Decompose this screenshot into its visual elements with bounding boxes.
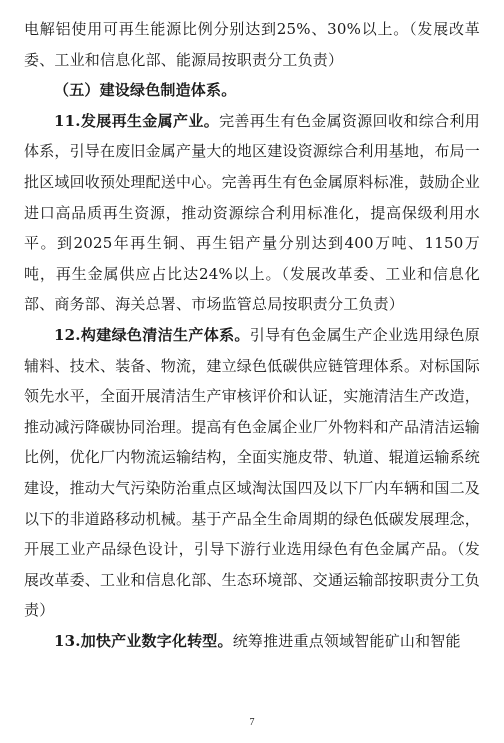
paragraph-text: 引导有色金属生产企业选用绿色原辅料、技术、装备、物流，建立绿色低碳供应链管理体系。对标国际领先水平，全面开展清洁生产审核评价和认证，实施清洁生产改造，推动减污降碳协同治理。提高有色金属企业厂外物料和产品清洁运输比例，优化厂内物流运输结构，全面实施皮带、轨道、辊道运输系统建设，推动大气污染防治重点区域淘汰国四及以下厂内车辆和国二及以下的非道路移动机械。基于产品全生命周期的绿色低碳发展理念，开展工业产品绿色设计，引导下游行业选用绿色有色金属产品。（发展改革委、工业和信息化部、生态环境部、交通运输部按职责分工负责） [24,325,481,620]
section-heading-text: （五）建设绿色制造体系。 [54,81,237,100]
paragraph-continued [24,14,480,75]
body-text [24,14,480,656]
paragraph-text: 统筹推进重点领域智能矿山和智能 [232,631,461,650]
paragraph-text: 完善再生有色金属资源回收和综合利用体系，引导在废旧金属产量大的地区建设资源综合利用基地，布局一批区域回收预处理配送中心。完善再生有色金属原料标准，鼓励企业进口高品质再生资源，推动资源综合利用标准化，提高保级利用水平。到2025年再生铜、再生铝产量分别达到400万吨、1150万吨，再生金属供应占比达24%以上。（发展改革委、工业和信息化部、商务部、海关总署、市场监管总局按职责分工负责） [24,111,481,314]
item-heading: 13.加快产业数字化转型。 [54,631,233,650]
item-heading: 12.构建绿色清洁生产体系。 [54,325,250,344]
section-heading [24,75,480,106]
item-heading: 11.发展再生金属产业。 [54,111,220,130]
paragraph-item-11 [24,106,480,320]
paragraph-text: 电解铝使用可再生能源比例分别达到25%、30%以上。（发展改革委、工业和信息化部、能源局按职责分工负责） [24,20,480,69]
paragraph-item-12 [24,320,480,626]
page-number: 7 [249,717,255,728]
paragraph-item-13 [24,626,480,657]
